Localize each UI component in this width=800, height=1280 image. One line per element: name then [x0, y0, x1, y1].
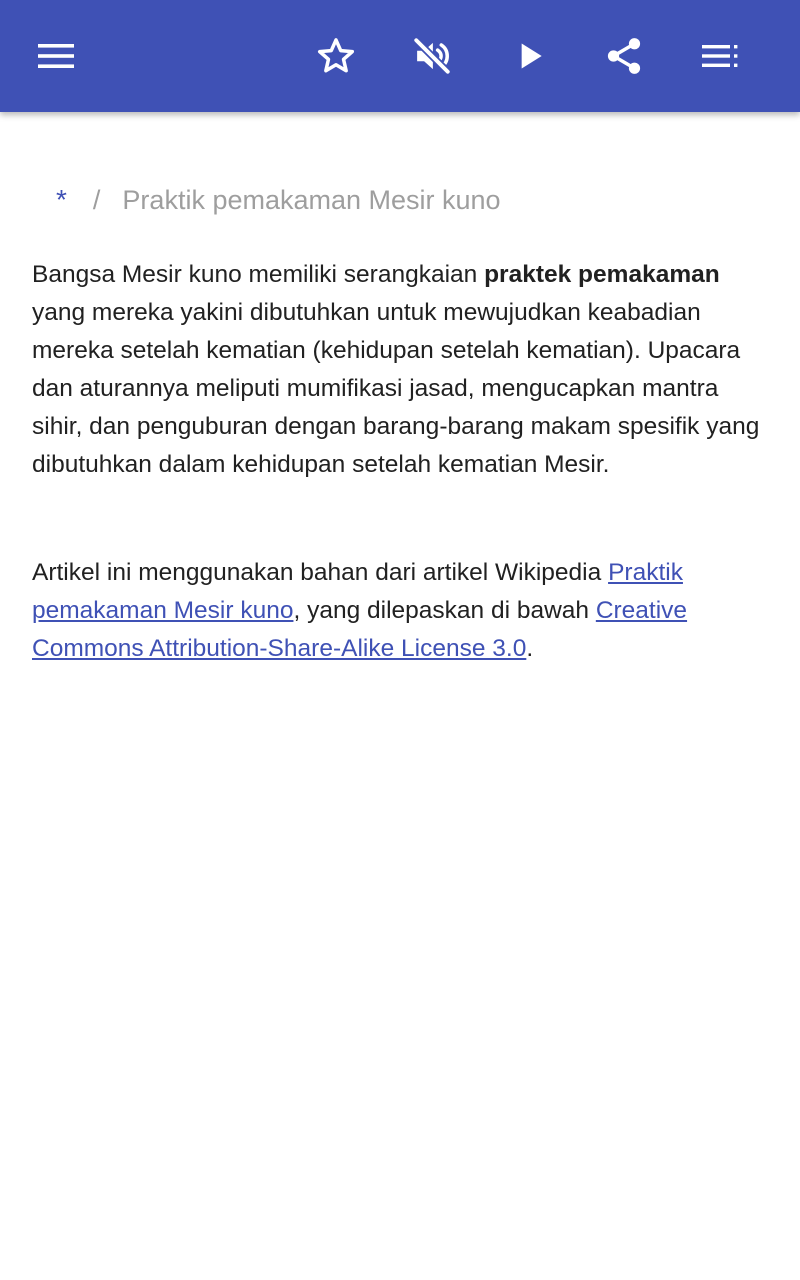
share-button[interactable]	[596, 28, 652, 84]
play-button[interactable]	[502, 28, 558, 84]
bookmark-button[interactable]	[308, 28, 364, 84]
hamburger-menu-icon	[36, 36, 76, 76]
list-icon	[700, 36, 740, 76]
license-link[interactable]: Creative Commons Attribution-Share-Alike License 3.0	[32, 597, 688, 662]
share-icon	[603, 35, 645, 77]
intro-text-end: yang mereka yakini dibutuhkan untuk mewujudkan keabadian mereka setelah kematian (kehidupan setelah kematian). Upacara dan aturannya meliputi mumifikasi jasad, mengucapkan mantra sihir, dan penguburan dengan barang-barang makam spesifik yang dibutuhkan dalam kehidupan setelah kematian Mesir.	[32, 299, 760, 478]
star-outline-icon	[315, 35, 357, 77]
article-content	[0, 112, 800, 1280]
mute-button[interactable]	[404, 28, 460, 84]
attribution-suffix: .	[526, 635, 534, 662]
intro-bold-term: praktek pemakaman	[484, 261, 720, 288]
article-body	[32, 256, 772, 668]
breadcrumb-home-link[interactable]: *	[56, 184, 67, 215]
attribution-paragraph	[32, 554, 772, 668]
attribution-middle: , yang dilepaskan di bawah	[293, 597, 596, 624]
play-icon	[510, 36, 550, 76]
breadcrumb-current: Praktik pemakaman Mesir kuno	[122, 185, 501, 215]
intro-paragraph	[32, 256, 772, 484]
breadcrumb	[56, 180, 501, 220]
menu-button[interactable]	[28, 28, 84, 84]
attribution-prefix: Artikel ini menggunakan bahan dari artikel Wikipedia	[32, 559, 609, 586]
breadcrumb-separator: /	[92, 185, 101, 215]
volume-off-icon	[411, 35, 453, 77]
app-toolbar	[0, 0, 800, 112]
table-of-contents-button[interactable]	[692, 28, 748, 84]
wikipedia-article-link[interactable]: Praktik pemakaman Mesir kuno	[32, 559, 683, 624]
intro-text-start: Bangsa Mesir kuno memiliki serangkaian	[32, 261, 485, 288]
